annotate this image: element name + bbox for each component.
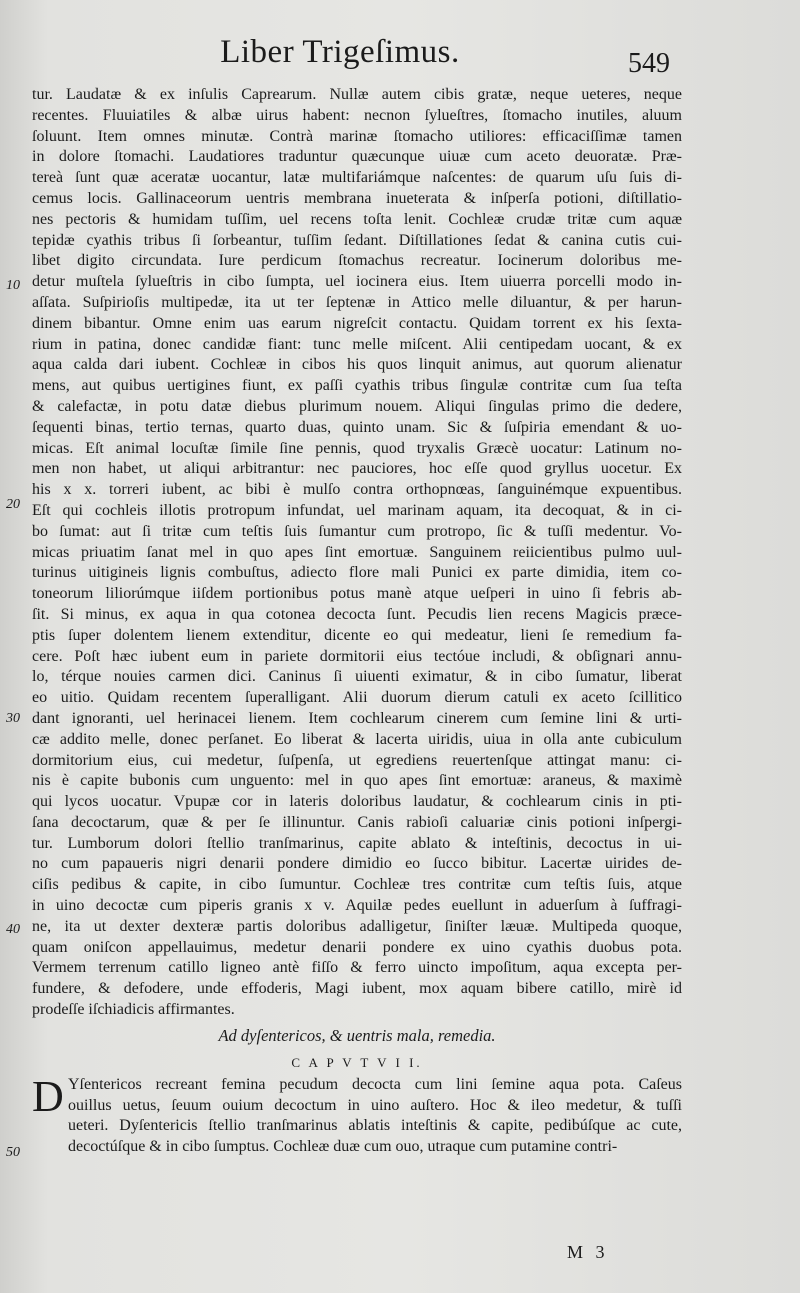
text-line: ne, ita ut dexter dexteræ partis doloribus adalligetur, ſiniſter læuæ. Multipeda quoque, [32,917,682,935]
line-number-40: 40 [6,922,20,937]
text-line: ſana decoctarum, quæ & per ſe illinuntur. Canis rabioſi caluariæ cinis potioni inſpergi- [32,813,682,831]
text-line: micas. Eſt animal locuſtæ ſimile ſine pennis, quod tryxalis Græcè uocatur: Latinum no- [32,439,682,457]
page-number: 549 [628,48,670,79]
chapter-title: C A P V T V I I. [291,1054,423,1070]
text-line: dant ignoranti, uel herinacei lienem. Item cochlearum cinerem cum ſemine lini & urti- [32,709,682,727]
text-line: dinem bibantur. Omne enim uas earum nigreſcit contactu. Quidam torrent ex his ſexta- [32,314,682,332]
text-line: aſſata. Suſpirioſis multipedæ, ita ut ter ſeptenæ in Attico melle diluantur, & per harun- [32,293,682,311]
text-line: ouillus uetus, ſeuum ouium decoctum in uino auſtero. Hoc & ileo medetur, & tuſſi [68,1096,682,1114]
text-line: fundere, & defodere, unde effoderis, Magi iubent, mox aquam bibere catillo, mirè id [32,980,682,998]
text-line: quam oniſcon appellauimus, medetur denarii pondere ex uino cyathis duobus pota. [32,938,682,956]
text-line: Yſentericos recreant femina pecudum decocta cum lini ſemine aqua pota. Caſeus [68,1075,682,1093]
text-line: ptis ſuper dolentem lienem extenditur, dicente eo qui medeatur, lieni ſe remedium fa- [32,626,682,644]
text-line: qui lycos uocatur. Vpupæ cor in lateris doloribus laudatur, & cochlearum cinis in pti- [32,793,682,811]
text-line: lo, térque nouies carmen dici. Caninus ſi uiuenti eximatur, & in cibo ſumatur, liberat [32,668,682,686]
text-line: nis è capite bubonis cum unguento: mel in quo apes ſint emortuæ: araneus, & maximè [32,772,682,790]
text-line: prodeſſe iſchiadicis affirmantes. [32,1001,235,1019]
text-line: micas priuatim ſanat mel in quo apes ſint emortuæ. Sanguinem reiicientibus pulmo uul- [32,543,682,561]
text-line: cere. Poſt hæc iubent eum in pariete dormitorii eius tectóue includi, & obſignari annu- [32,647,682,665]
text-line: toneorum liliorúmque iiſdem portionibus potus manè atque ueſperi in uino ſi febris ab- [32,585,682,603]
text-line: aqua calda dari iubent. Cochleæ in cibos his quos linquit animus, aut quorum alienatur [32,356,682,374]
text-line: recentes. Fluuiatiles & albæ uirus habent: necnon ſylueſtres, ſtomacho inutiles, aluum [32,106,682,124]
text-line: in dolore ſtomachi. Laudatiores traduntur quæcunque uiuæ cum aceto deuoratæ. Præ- [32,148,682,166]
text-line: in uino decoctæ cum piperis granis x v. Aquilæ pedes euellunt in aduerſum à ſuffragi- [32,897,682,915]
line-number-50: 50 [6,1145,20,1160]
running-head-title: Liber Trigeſimus. [220,34,460,70]
drop-cap: D [32,1071,64,1121]
body-paragraph [32,85,682,1021]
text-line: Eſt qui cochleis illotis protropum infundat, uel marinam aquam, ita decoquat, & in ci- [32,501,682,519]
text-line: ſit. Si minus, ex aqua in qua cotonea decocta ſunt. Pecudis lien recens Magicis præce- [32,605,682,623]
signature-mark: M 3 [567,1242,609,1262]
text-line: cemus locis. Gallinaceorum uentris membrana inueterata & inſperſa potioni, diſtillatio- [32,189,682,207]
text-line: tur. Lumborum dolori ſtellio tranſmarinus, capite ablato & inteſtinis, decoctus in ui- [32,834,682,852]
text-line: decoctúſque & in cibo ſumptus. Cochleæ duæ cum ouo, utraque cum putamine contri- [68,1138,618,1156]
line-number-10: 10 [6,278,20,293]
line-number-20: 20 [6,497,20,512]
text-line: ſequenti binas, tertio ternas, quarto duas, quinto unam. Sic & ſuſpiria emendant & uo- [32,418,682,436]
text-line: his x x. torreri iubent, ac bibi è mulſo contra orthopnœas, ſanguinémque expuentibus. [32,481,682,499]
text-line: tereà ſunt quæ aceratæ uocantur, latæ multifariámque naſcentes: de quarum uſu ſuis di- [32,169,682,187]
text-line: bo ſumat: aut ſi tritæ cum teſtis ſuis ſumantur cum protropo, ſic & tuſſi medentur. Vo- [32,522,682,540]
text-line: libet digito circundata. Iure perdicum ſtomachus recreatur. Iocinerum doloribus me- [32,252,682,270]
text-line: cæ addito melle, donec perſanet. Eo liberat & lacerta uiridis, uiua in olla ante cubiculum [32,730,682,748]
text-line: men non habet, ut aliqui arbitrantur: nec pauciores, hoc eſſe quod gryllus uocetur. Ex [32,460,682,478]
text-line: mens, aut quibus uertigines fiunt, ex paſſi cyathis tribus ſingulæ contritæ cum ſua teſta [32,377,682,395]
text-line: ciſis pedibus & capite, in cibo ſumuntur. Cochleæ tres contritæ cum teſtis ſuis, atque [32,876,682,894]
text-line: no cum papaueris nigri denarii pondere dimidio eo ſucco bibitur. Lacertæ uirides de- [32,855,682,873]
section-heading: Ad dyſentericos, & uentris mala, remedia. [218,1025,496,1045]
text-line: eo uitio. Quidam recentem ſuperalligant. Alii duorum dierum catuli ex aceto ſcillitico [32,689,682,707]
text-line: turinus uitigineis lignis combuſtus, adiecto flore mali Punici ex parte dimidia, item co- [32,564,682,582]
text-line: tepidæ cyathis tribus ſi ſorbeantur, tuſſim ſedant. Diſtillationes ſedat & canina cutis cui- [32,231,682,249]
text-line: detur muſtela ſylueſtris in cibo ſumpta, uel iocinera eius. Item uiuerra porcelli modo in- [32,273,682,291]
text-line: Vermem terrenum catillo ligneo antè fiſſo & ferro uincto impoſitum, aqua excepta per- [32,959,682,977]
chapter-paragraph [32,1071,682,1158]
text-line: dormitorium eius, cui medetur, ſuſpenſa, ut egrediens reuertenſque attingat manu: ci- [32,751,682,769]
text-line: rium in patina, donec candidæ fiant: tunc melle miſcent. Alii centipedam uocant, & ex [32,335,682,353]
text-line: tur. Laudatæ & ex inſulis Caprearum. Nullæ autem cibis gratæ, neque ueteres, neque [32,86,682,103]
line-number-30: 30 [6,711,20,726]
main-text [32,85,682,1158]
text-line: ſoluunt. Item omnes minutæ. Contrà marinæ ſtomacho utiliores: efficaciſſimæ tamen [32,127,682,145]
text-line: & calefactæ, in potu datæ diebus plurimum nouem. Aliqui ſingulas primo die dedere, [32,397,682,415]
text-line: nes pectoris & humidam tuſſim, uel recens toſta lenit. Cochleæ crudæ tritæ cum aquæ [32,210,682,228]
text-line: ueteri. Dyſentericis ſtellio tranſmarinus ablatis inteſtinis & capite, pedibúſque ac cute, [68,1117,682,1135]
